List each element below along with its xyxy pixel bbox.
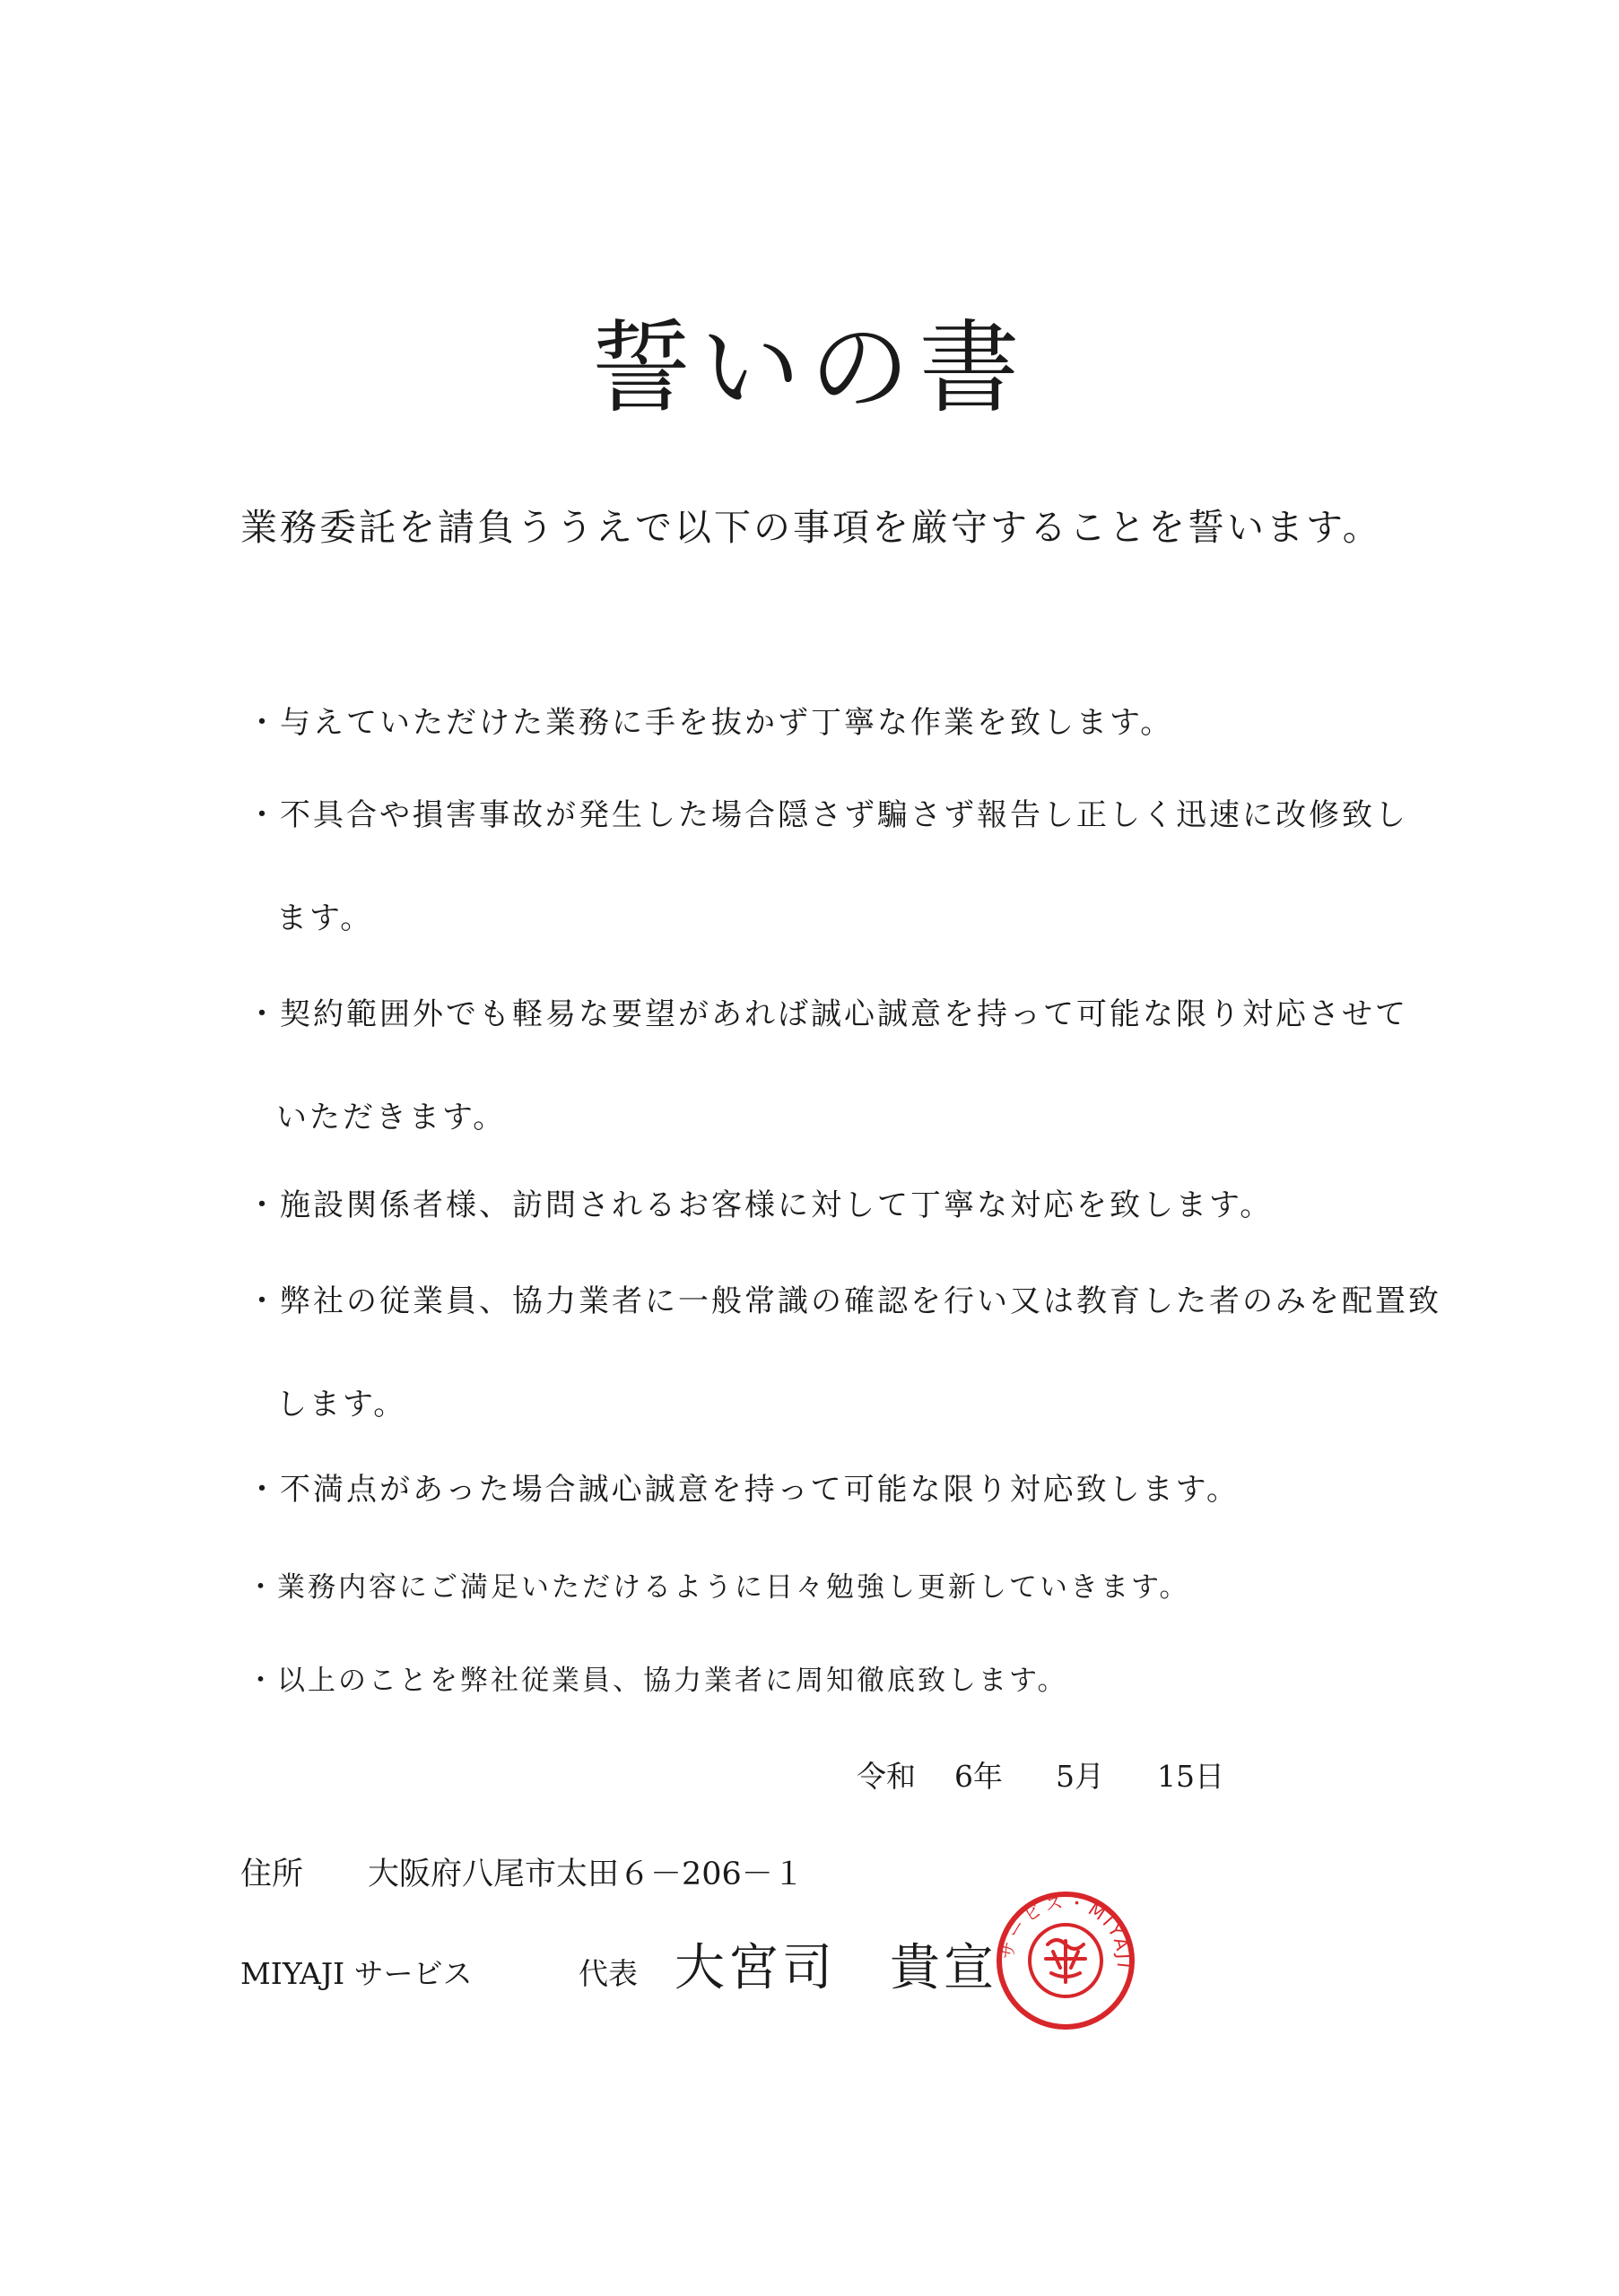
clause-line: ・不満点があった場合誠心誠意を持って可能な限り対応致します。 bbox=[247, 1472, 1240, 1508]
date-era: 令和 bbox=[857, 1759, 916, 1794]
representative-label: 代表 bbox=[579, 1956, 638, 1991]
company-name: MIYAJI サービス bbox=[240, 1956, 473, 1991]
clause-item bbox=[247, 1276, 1441, 1423]
clause-continuation: いただきます。 bbox=[276, 1100, 507, 1135]
clause-line: ・施設関係者様、訪問されるお客様に対して丁寧な対応を致します。 bbox=[247, 1187, 1274, 1223]
clause-continuation: します。 bbox=[276, 1387, 407, 1422]
intro-statement: 業務委託を請負ううえで以下の事項を厳守することを誓います。 bbox=[240, 506, 1382, 549]
document-title: 誓いの書 bbox=[590, 310, 1029, 427]
clause-line: ・不具合や損害事故が発生した場合隠さず騙さず報告し正しく迅速に改修致し bbox=[247, 797, 1408, 833]
clause-line: ・弊社の従業員、協力業者に一般常識の確認を行い又は教育した者のみを配置致 bbox=[247, 1283, 1441, 1319]
clause-item bbox=[247, 698, 1173, 742]
clause-continuation: ます。 bbox=[276, 900, 374, 936]
company-seal-stamp bbox=[994, 1889, 1137, 2032]
clause-item bbox=[247, 1180, 1273, 1224]
address-value: 大阪府八尾市太田６－206－１ bbox=[368, 1857, 805, 1892]
date-month: 5月 bbox=[1056, 1759, 1104, 1794]
clause-item bbox=[247, 1465, 1240, 1509]
document-date bbox=[857, 1753, 1224, 1796]
clause-item bbox=[247, 790, 1408, 937]
clause-item bbox=[247, 1564, 1190, 1605]
clause-item bbox=[247, 1657, 1068, 1698]
address-label: 住所 bbox=[240, 1857, 304, 1892]
representative-name: 大宮司 貴宣 bbox=[675, 1939, 997, 1997]
clause-line: ・与えていただけた業務に手を抜かず丁寧な作業を致します。 bbox=[247, 705, 1174, 741]
clause-line: ・業務内容にご満足いただけるように日々勉強し更新していきます。 bbox=[247, 1571, 1190, 1604]
clause-item bbox=[247, 989, 1408, 1136]
clause-line: ・以上のことを弊社従業員、協力業者に周知徹底致します。 bbox=[247, 1665, 1068, 1697]
seal-text: サービス・MIYAJI bbox=[996, 1891, 1136, 1972]
clause-line: ・契約範囲外でも軽易な要望があれば誠心誠意を持って可能な限り対応させて bbox=[247, 996, 1408, 1032]
date-year: 6年 bbox=[954, 1759, 1003, 1794]
date-day: 15日 bbox=[1157, 1759, 1224, 1794]
